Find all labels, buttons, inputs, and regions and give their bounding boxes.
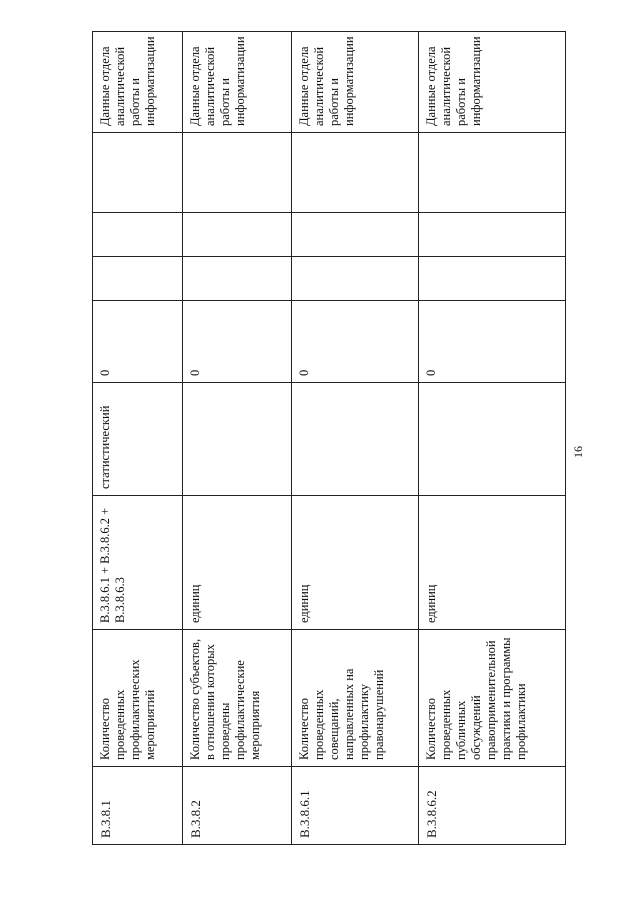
cell-unit: единиц [419, 496, 566, 630]
cell-source: Данные отдела аналитической работы и информатизации [182, 32, 291, 133]
cell-unit: единиц [291, 496, 419, 630]
cell-empty [291, 213, 419, 257]
cell-empty [291, 133, 419, 213]
page-number [571, 438, 591, 468]
cell-method [182, 383, 291, 496]
cell-empty [182, 213, 291, 257]
table-row [419, 32, 566, 845]
cell-name: Количество проведенных совещаний, направленных на профилактику правонарушений [291, 630, 419, 767]
cell-code: В.3.8.2 [182, 767, 291, 845]
cell-name: Количество субъектов, в отношении которых проведены профилактические мероприятия [182, 630, 291, 767]
cell-value: 0 [291, 301, 419, 383]
cell-empty [419, 257, 566, 301]
cell-code: В.3.8.6.1 [291, 767, 419, 845]
cell-empty [93, 133, 183, 213]
cell-source: Данные отдела аналитической работы и информатизации [419, 32, 566, 133]
cell-empty [419, 133, 566, 213]
table-row [93, 32, 183, 845]
cell-empty [93, 213, 183, 257]
table-row [182, 32, 291, 845]
page-number-text: 16 [571, 446, 585, 458]
cell-empty [182, 133, 291, 213]
cell-empty [93, 257, 183, 301]
cell-empty [419, 213, 566, 257]
cell-name: Количество проведенных публичных обсуждений правоприменительной практики и программы профилактики [419, 630, 566, 767]
cell-empty [291, 257, 419, 301]
cell-method [419, 383, 566, 496]
table-row [291, 32, 419, 845]
cell-code: В.3.8.1 [93, 767, 183, 845]
cell-value: 0 [182, 301, 291, 383]
indicators-table [92, 31, 566, 845]
cell-unit: единиц [182, 496, 291, 630]
cell-value: 0 [93, 301, 183, 383]
indicators-table-rotated [92, 32, 566, 845]
cell-unit: В.3.8.6.1 + В.3.8.6.2 + В.3.8.6.3 [93, 496, 183, 630]
cell-method: статистический [93, 383, 183, 496]
cell-method [291, 383, 419, 496]
cell-source: Данные отдела аналитической работы и информатизации [93, 32, 183, 133]
cell-empty [182, 257, 291, 301]
cell-name: Количество проведенных профилактических мероприятий [93, 630, 183, 767]
cell-source: Данные отдела аналитической работы и информатизации [291, 32, 419, 133]
cell-value: 0 [419, 301, 566, 383]
cell-code: В.3.8.6.2 [419, 767, 566, 845]
